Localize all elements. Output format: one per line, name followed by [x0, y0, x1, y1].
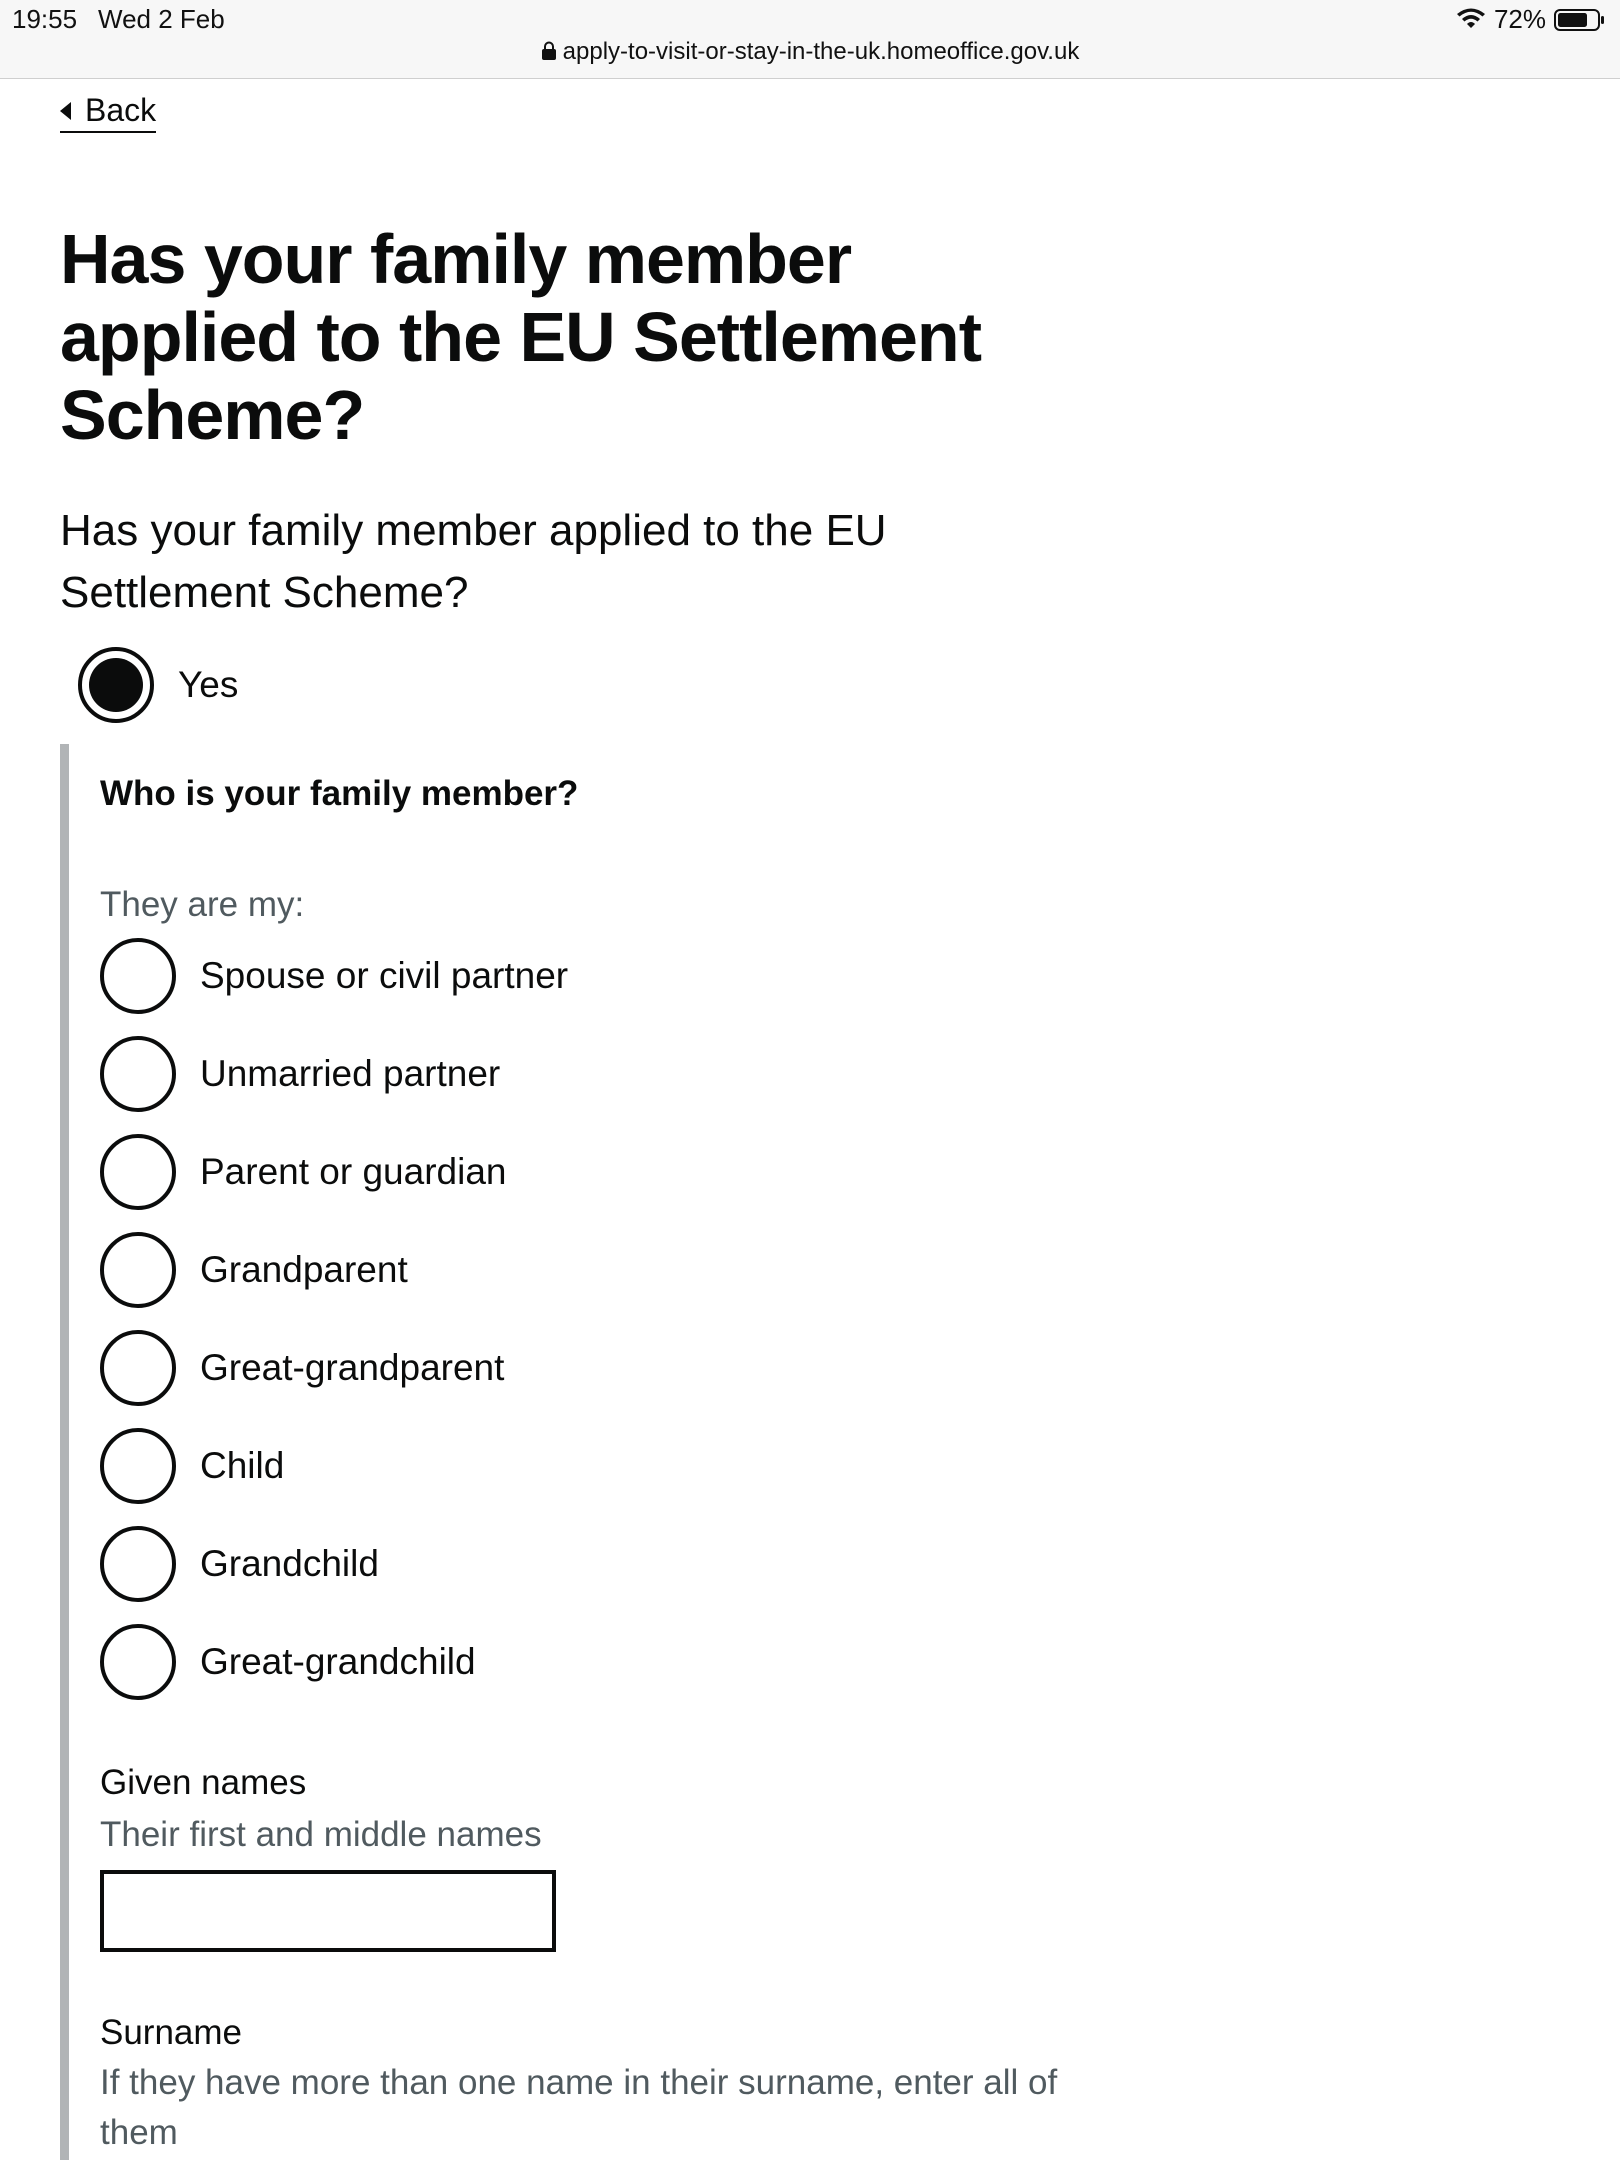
radio-grandchild-label[interactable]: Grandchild — [200, 1543, 379, 1584]
radio-selected-dot — [89, 658, 143, 712]
radio-unmarried-partner[interactable] — [100, 1036, 500, 1112]
radio-spouse[interactable] — [100, 938, 568, 1014]
wifi-icon — [1456, 8, 1486, 32]
family-member-hint: They are my: — [100, 885, 305, 924]
address-bar[interactable] — [0, 38, 1620, 66]
back-link-label: Back — [85, 92, 157, 128]
radio-parent-label[interactable]: Parent or guardian — [200, 1151, 507, 1192]
radio-grandchild-button[interactable] — [100, 1526, 176, 1602]
radio-great-grandchild-button[interactable] — [100, 1624, 176, 1700]
conditional-reveal-bar — [60, 744, 69, 2160]
address-url: apply-to-visit-or-stay-in-the-uk.homeoffice.gov.uk — [562, 38, 1080, 65]
status-indicators — [1456, 4, 1606, 35]
page-title: Has your family member applied to the EU Settlement Scheme? — [60, 220, 981, 454]
radio-parent[interactable] — [100, 1134, 506, 1210]
radio-yes-button[interactable] — [78, 647, 154, 723]
radio-great-grandparent-label[interactable]: Great-grandparent — [200, 1347, 505, 1388]
radio-child-button[interactable] — [100, 1428, 176, 1504]
radio-great-grandchild-label[interactable]: Great-grandchild — [200, 1641, 476, 1682]
radio-grandchild[interactable] — [100, 1526, 379, 1602]
given-names-input[interactable] — [100, 1870, 556, 1952]
radio-great-grandparent[interactable] — [100, 1330, 504, 1406]
surname-hint: If they have more than one name in their surname, enter all of them — [100, 2063, 1058, 2152]
radio-yes-label[interactable]: Yes — [178, 664, 239, 705]
question-legend: Has your family member applied to the EU Settlement Scheme? — [60, 506, 887, 617]
back-arrow-icon — [60, 102, 71, 120]
status-time: 19:55 — [12, 4, 78, 34]
lock-icon — [541, 41, 557, 61]
radio-great-grandparent-button[interactable] — [100, 1330, 176, 1406]
status-date: Wed 2 Feb — [98, 4, 225, 34]
radio-unmarried-partner-label[interactable]: Unmarried partner — [200, 1053, 501, 1094]
browser-top-bar — [0, 0, 1620, 79]
radio-spouse-button[interactable] — [100, 938, 176, 1014]
radio-child-label[interactable]: Child — [200, 1445, 285, 1486]
back-link[interactable] — [60, 92, 156, 133]
given-names-hint: Their first and middle names — [100, 1815, 542, 1854]
radio-grandparent[interactable] — [100, 1232, 408, 1308]
radio-parent-button[interactable] — [100, 1134, 176, 1210]
radio-yes[interactable] — [78, 647, 238, 723]
battery-icon — [1554, 8, 1606, 32]
surname-label: Surname — [100, 2013, 243, 2052]
radio-unmarried-partner-button[interactable] — [100, 1036, 176, 1112]
radio-great-grandchild[interactable] — [100, 1624, 476, 1700]
battery-percent: 72% — [1493, 4, 1546, 34]
radio-grandparent-button[interactable] — [100, 1232, 176, 1308]
given-names-label: Given names — [100, 1763, 307, 1802]
radio-grandparent-label[interactable]: Grandparent — [200, 1249, 408, 1290]
radio-spouse-label[interactable]: Spouse or civil partner — [200, 955, 569, 996]
family-member-heading: Who is your family member? — [100, 774, 579, 813]
radio-child[interactable] — [100, 1428, 284, 1504]
